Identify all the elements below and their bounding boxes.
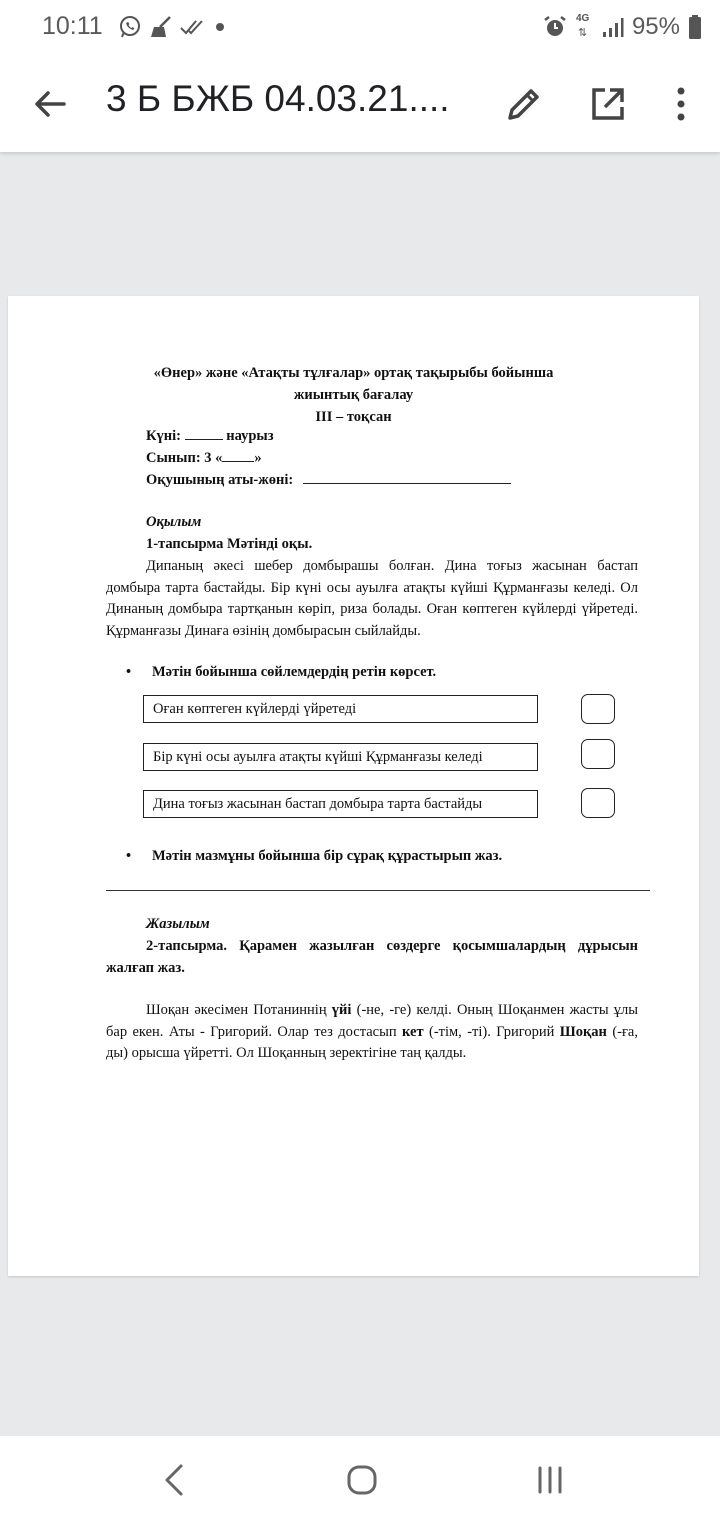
double-check-icon	[180, 17, 206, 37]
notification-icons	[118, 14, 228, 40]
task2-part4: (-ға, ды) орысша үйретті. Ол Шоқанның зеректігіне таң қалды.	[106, 1023, 638, 1061]
date-line	[146, 428, 274, 445]
doc-heading-line1: «Өнер» және «Атақты тұлғалар» ортақ тақырыбы бойынша	[153, 365, 554, 381]
nav-back-icon[interactable]	[155, 1460, 195, 1500]
task2-bold-word2: кет	[402, 1023, 424, 1040]
nav-home-icon[interactable]	[342, 1460, 382, 1500]
bullet-question-text: Мәтін мазмұны бойынша бір сұрақ құрастырып жаз.	[152, 848, 503, 864]
date-month: наурыз	[226, 428, 274, 444]
whatsapp-icon	[118, 15, 142, 39]
task2-part3: (-тім, -ті). Григорий	[423, 1023, 560, 1040]
status-bar	[0, 0, 720, 56]
order-input-1[interactable]	[581, 694, 615, 724]
task2-title	[106, 936, 638, 979]
nav-recents-icon[interactable]	[530, 1460, 570, 1500]
task1-title: 1-тапсырма Мәтінді оқы.	[146, 536, 313, 552]
student-label: Оқушының аты-жөні:	[146, 472, 294, 488]
pencil-icon[interactable]	[504, 84, 544, 124]
dot-icon	[212, 19, 228, 35]
student-line	[146, 472, 511, 489]
writing-section-title: Жазылым	[146, 916, 210, 932]
order-input-3[interactable]	[581, 788, 615, 818]
cleaner-icon	[148, 15, 174, 39]
task2-title-text: 2-тапсырма. Қарамен жазылған сөздерге қосымшалардың дұрысын жалғап жаз.	[106, 938, 638, 976]
signal-icon	[602, 16, 624, 38]
answer-line	[106, 890, 650, 891]
task2-bold-word1: үйі	[331, 1002, 352, 1018]
sentence-box-3: Дина тоғыз жасынан бастап домбыра тарта бастайды	[143, 790, 538, 818]
sentence-box-2: Бір күні осы ауылға атақты күйші Құрманғазы келеді	[143, 743, 538, 771]
date-label: Күні:	[146, 428, 181, 444]
order-input-2[interactable]	[581, 739, 615, 769]
back-arrow-icon[interactable]	[30, 84, 70, 124]
bullet-order-text: Мәтін бойынша сөйлемдердің ретін көрсет.	[152, 664, 437, 680]
document-page[interactable]	[8, 296, 699, 1276]
task2-text	[106, 1000, 638, 1065]
task2-part1: Шоқан әкесімен Потаниннің	[146, 1002, 332, 1018]
alarm-icon	[542, 14, 568, 40]
data-arrows-icon: 4G ⇅	[575, 13, 590, 39]
bullet-question: • Мәтін мазмұны бойынша бір сұрақ құрастырып жаз.	[126, 848, 503, 864]
sentence-box-1: Оған көптеген күйлерді үйретеді	[143, 695, 538, 723]
task2-paragraph	[106, 1000, 638, 1065]
class-blank	[222, 461, 254, 462]
more-vert-icon[interactable]	[664, 84, 698, 124]
student-blank	[303, 483, 511, 484]
status-time: 10:11	[42, 12, 103, 40]
class-line	[146, 450, 262, 467]
reading-section-title: Оқылым	[146, 514, 202, 530]
document-title: 3 Б БЖБ 04.03.21....	[106, 78, 450, 119]
class-suffix: »	[254, 450, 262, 466]
app-bar	[0, 56, 720, 152]
doc-heading-quarter: III – тоқсан	[315, 409, 392, 425]
navigation-bar	[0, 1436, 720, 1520]
system-icons	[542, 12, 702, 42]
task2-part2: (-не, -ге) келді. Оның Шоқанмен жасты ұлы бар екен. Аты - Григорий. Олар тез достасып	[106, 1002, 638, 1040]
doc-heading-line2: жиынтық бағалау	[293, 387, 414, 403]
network-type: 4G	[575, 13, 590, 24]
task1-paragraph: Дипаның әкесі шебер домбырашы болған. Дина тоғыз жасынан бастап домбыра тарта бастайды. Бір күні осы ауылға атақты күйші Құрманғазы келеді. Ол Динаның домбыра тартқанын көріп, риза болады. Оған көптеген күйлерді үйретеді. Құрманғазы Динаға өзінің домбырасын сыйлайды.	[106, 558, 638, 639]
open-external-icon[interactable]	[588, 84, 628, 124]
battery-percent: 95%	[631, 13, 680, 40]
task2-bold-word3: Шоқан	[559, 1023, 607, 1040]
battery-icon	[688, 14, 702, 40]
date-blank	[185, 439, 223, 440]
task1-text	[106, 556, 638, 642]
bullet-order: • Мәтін бойынша сөйлемдердің ретін көрсет.	[126, 664, 437, 680]
class-label: Сынып: 3 «	[146, 450, 223, 466]
